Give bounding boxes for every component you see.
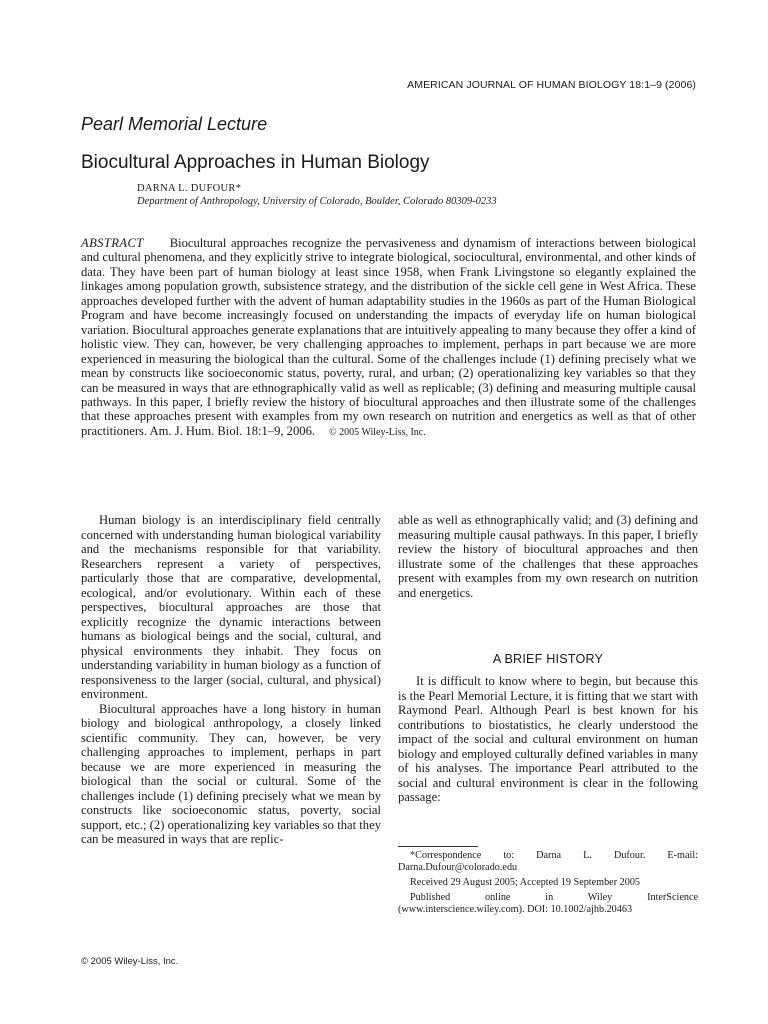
abstract-text: Biocultural approaches recognize the pervasiveness and dynamism of interactions between biological and cultural phenomena, and they explicitly strive to integrate biological, sociocultural, environmental, and other kinds of data. They have been part of human biology at least since 1958, when Frank Livingstone so elegantly explained the linkages among population growth, subsistence strategy, and the distribution of the sickle cell gene in West Africa. These approaches developed further with the advent of human adaptability studies in the 1960s as part of the Human Biological Program and have become increasingly focused on understanding the impacts of everyday life on human biological variation. Biocultural approaches generate explanations that are intuitively appealing to many because they offer a kind of holistic view. They can, however, be very challenging approaches to implement, perhaps in part because we are more experienced in measuring the biological than the cultural. Some of the challenges include (1) defining precisely what we mean by constructs like socioeconomic status, poverty, rural, and urban; (2) operationalizing key variables so that they can be measured in ways that are ethnographically valid as well as replicable; (3) defining and measuring multiple causal pathways. In this paper, I briefly review the history of biocultural approaches and then illustrate some of the challenges that these approaches present with examples from my own research on nutrition and energetics as well as that of other practitioners. Am. J. Hum. Biol. 18:1–9, 2006. [81, 236, 696, 438]
footnotes [398, 850, 698, 919]
body-paragraph: It is difficult to know where to begin, but because this is the Pearl Memorial Lecture, it is fitting that we start with Raymond Pearl. Although Pearl is best known for his contributions to biostatistics, he clearly understood the impact of the social and cultural environment on human biology and employed culturally defined variables in many of his analyses. The importance Pearl attributed to the social and cultural environment is clear in the following passage: [398, 674, 698, 804]
body-paragraph: Human biology is an interdisciplinary field centrally concerned with understanding human biological variability and the mechanisms responsible for that variability. Researchers represent a variety of perspectives, particularly those that are comparative, developmental, ecological, and/or evolutionary. Within each of these perspectives, biocultural approaches are those that explicitly recognize the dynamic interactions between humans as biological beings and the social, cultural, and physical environments they inhabit. They focus on understanding variability in human biology as a function of responsiveness to the larger (social, cultural, and physical) environment. [81, 513, 381, 701]
author-affiliation: Department of Anthropology, University of Colorado, Boulder, Colorado 80309-0233 [137, 196, 497, 207]
abstract [81, 236, 696, 440]
right-column-body [398, 674, 698, 805]
section-heading: A BRIEF HISTORY [492, 652, 604, 666]
footnote-published: Published online in Wiley InterScience (www.interscience.wiley.com). DOI: 10.1002/ajhb.20463 [398, 892, 698, 915]
lecture-label: Pearl Memorial Lecture [81, 114, 268, 134]
left-column [81, 513, 381, 847]
journal-header: AMERICAN JOURNAL OF HUMAN BIOLOGY 18:1–9 (2006) [407, 79, 696, 91]
abstract-label: ABSTRACT [81, 236, 144, 250]
article-title: Biocultural Approaches in Human Biology [81, 152, 430, 173]
footnote-received: Received 29 August 2005; Accepted 19 September 2005 [410, 877, 641, 888]
right-column-continuation [398, 513, 698, 600]
body-paragraph: able as well as ethnographically valid; and (3) defining and measuring multiple causal pathways. In this paper, I briefly review the history of biocultural approaches and then illustrate some of the challenges that these approaches present with examples from my own research on nutrition and energetics. [398, 513, 698, 600]
footnote-correspondence: *Correspondence to: Darna L. Dufour. E-mail: Darna.Dufour@colorado.edu [398, 850, 698, 873]
footer-copyright: © 2005 Wiley-Liss, Inc. [81, 956, 179, 967]
body-paragraph: Biocultural approaches have a long history in human biology and biological anthropology, a closely linked scientific community. They can, however, be very challenging approaches to implement, perhaps in part because we are more experienced in measuring the biological than the social or cultural. Some of the challenges include (1) defining precisely what we mean by constructs like socioeconomic status, poverty, social support, etc.; (2) operationalizing key variables so that they can be measured in ways that are replic- [81, 701, 381, 846]
footnote-divider [398, 846, 478, 847]
abstract-copyright: © 2005 Wiley-Liss, Inc. [329, 426, 426, 438]
author-name: DARNA L. DUFOUR* [137, 183, 242, 194]
